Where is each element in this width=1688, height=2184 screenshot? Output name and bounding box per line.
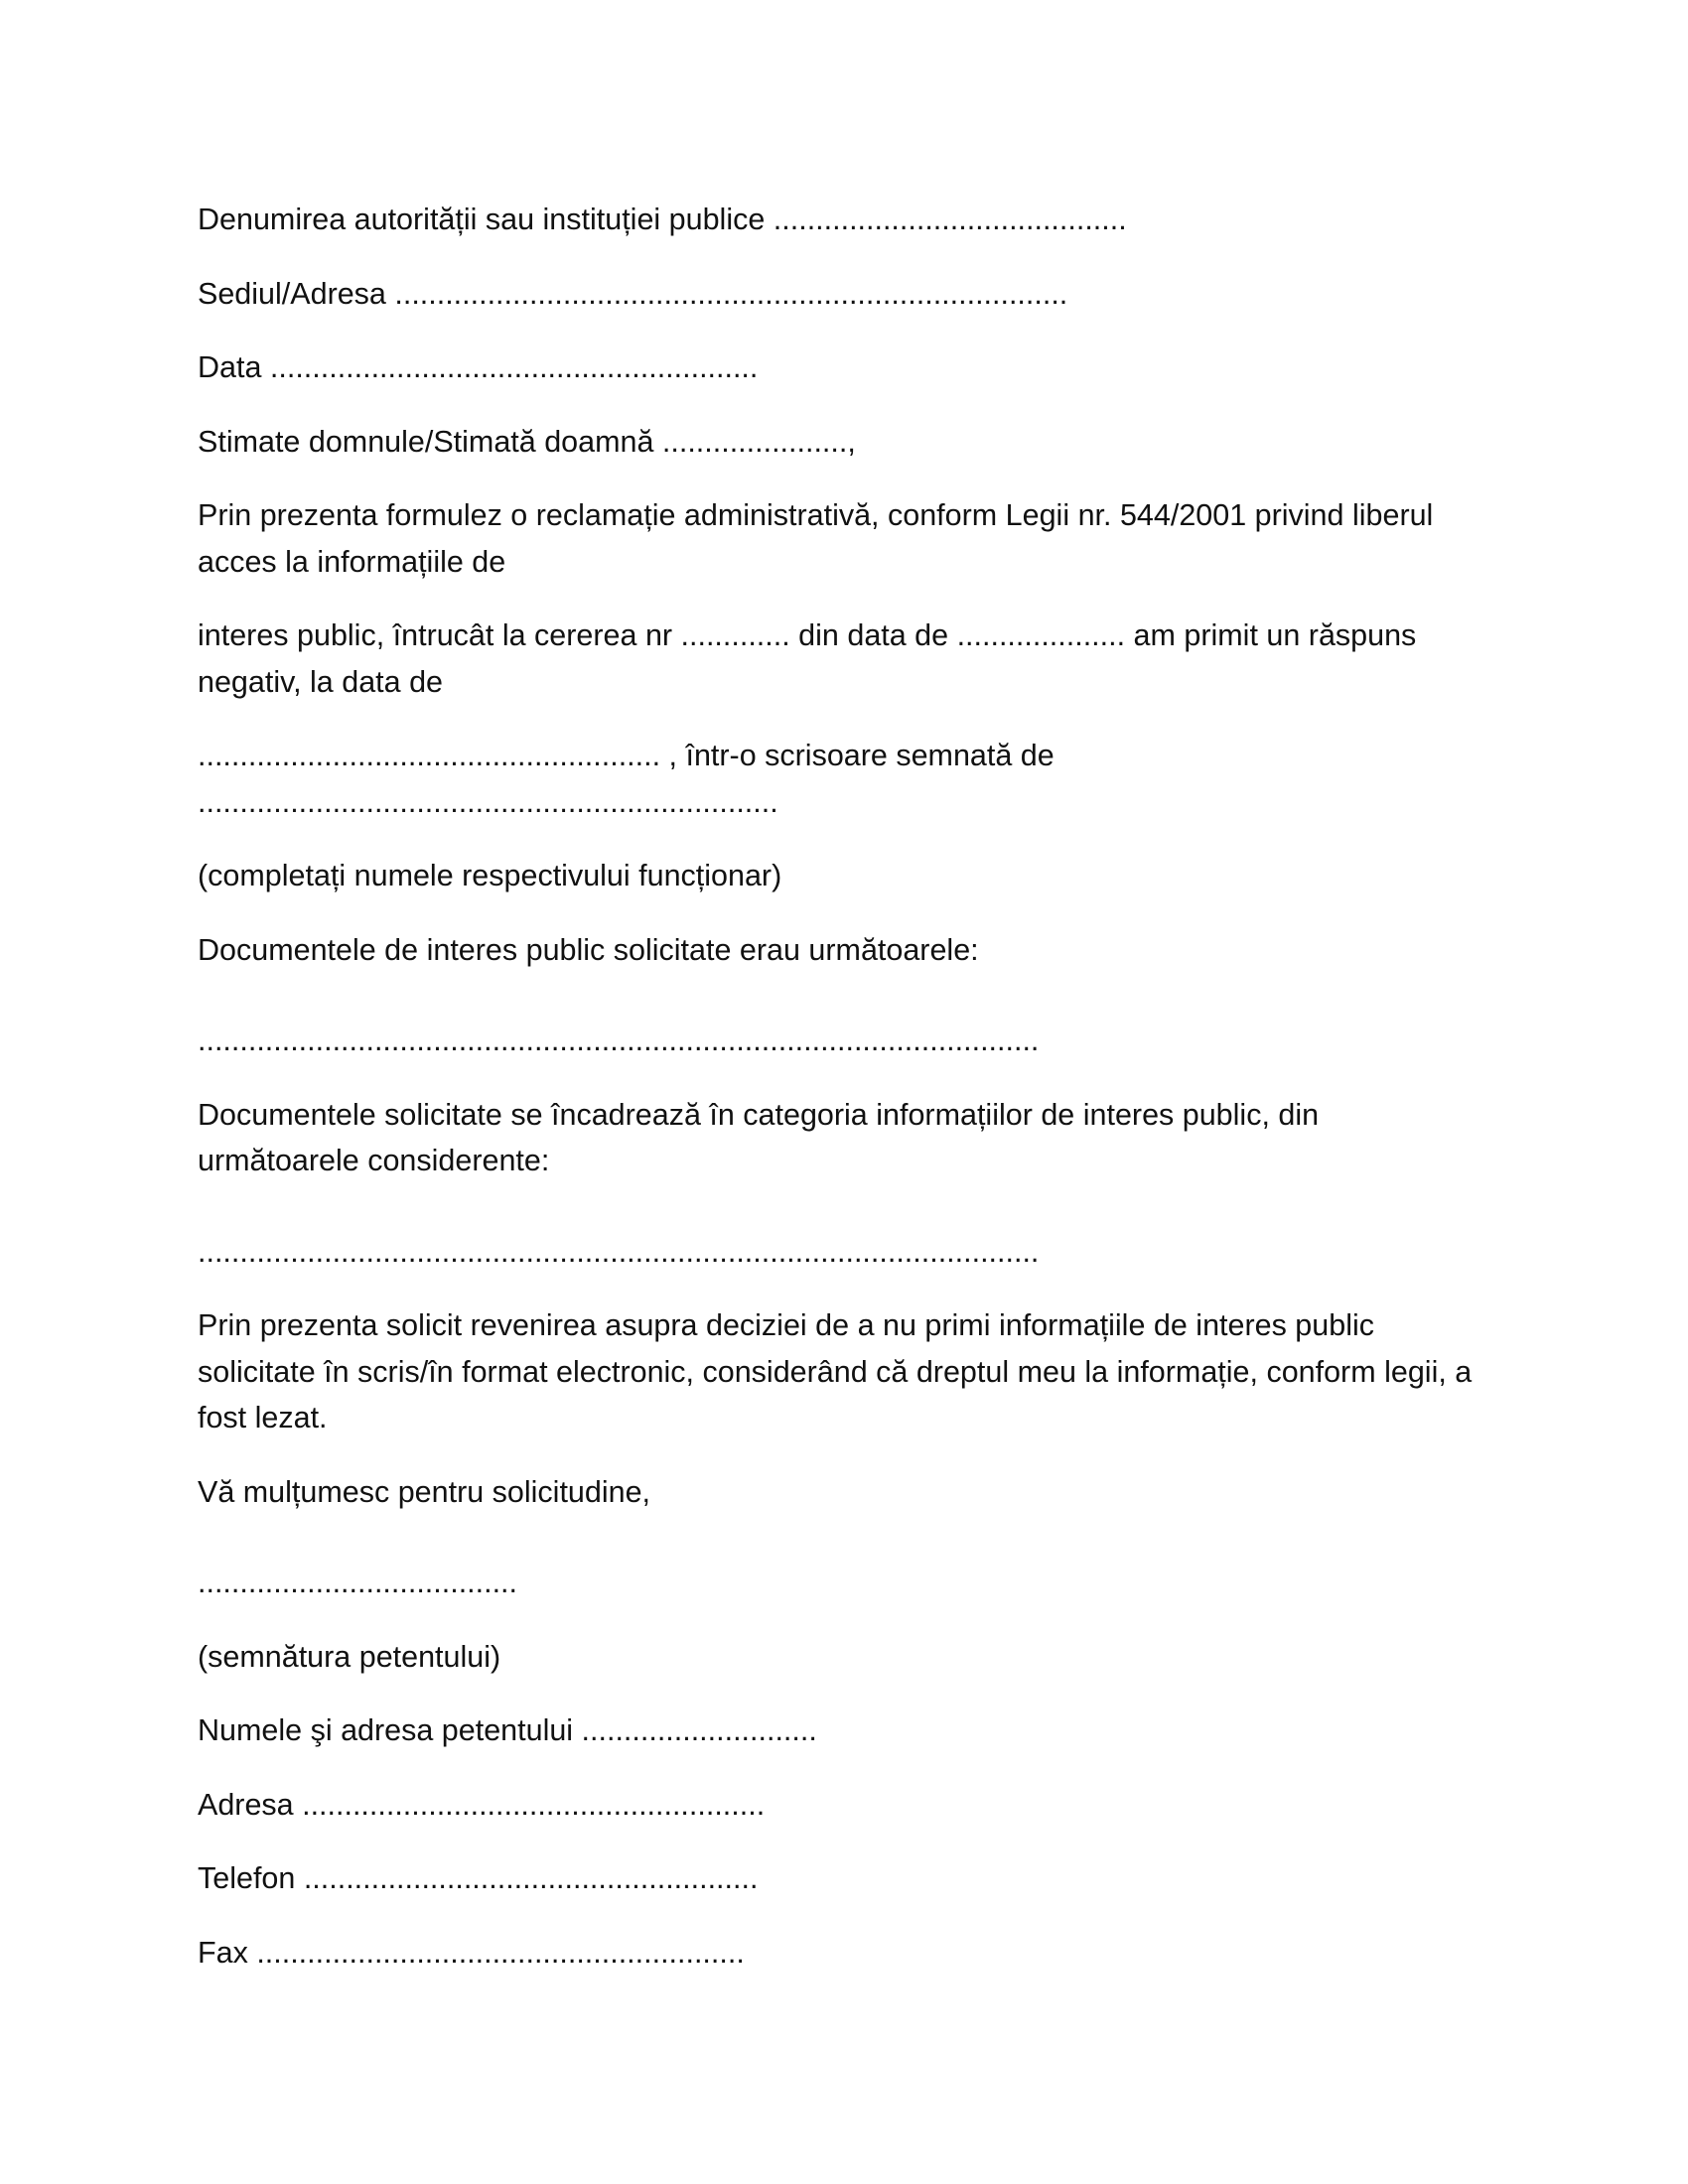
petitioner-name-line: Numele şi adresa petentului ............................ [198, 1713, 817, 1747]
requested-documents-dots: .................................................................................................... [198, 1024, 1040, 1057]
intro-paragraph-3: ....................................................... , într-o scrisoare semnată de ..................................................................... [198, 739, 1063, 819]
requested-documents-label: Documentele de interes public solicitate erau următoarele: [198, 932, 979, 967]
salutation-line: Stimate domnule/Stimată doamnă ......................, [198, 424, 856, 459]
thanks-line: Vă mulțumesc pentru solicitudine, [198, 1474, 651, 1509]
authority-line: Denumirea autorității sau instituției publice .......................................... [198, 203, 1127, 236]
official-name-hint: (completați numele respectivului funcționar) [198, 859, 782, 892]
petitioner-fax-line: Fax .......................................................... [198, 1935, 745, 1970]
intro-paragraph-2: interes public, întrucât la cererea nr ............. din data de .................... am primit un răspuns negativ, la data de [198, 618, 1425, 699]
petitioner-address-line: Adresa ....................................................... [198, 1787, 766, 1822]
request-paragraph: Prin prezenta solicit revenirea asupra deciziei de a nu primi informațiile de interes public solicitate în scris/în format electronic, considerând că dreptul meu la informație, conform legii, a fost lezat. [198, 1308, 1480, 1434]
signature-hint: (semnătura petentului) [198, 1639, 501, 1674]
classification-dots: .................................................................................................... [198, 1234, 1040, 1269]
date-line: Data .......................................................... [198, 350, 759, 384]
intro-paragraph-1: Prin prezenta formulez o reclamație administrativă, conform Legii nr. 544/2001 privind liberul acces la informațiile de [198, 498, 1442, 579]
petitioner-phone-line: Telefon ...................................................... [198, 1861, 759, 1895]
signature-dots: ...................................... [198, 1566, 518, 1599]
document-page [198, 197, 1488, 1976]
classification-paragraph: Documentele solicitate se încadrează în categoria informațiilor de interes public, din următoarele considerente: [198, 1097, 1328, 1177]
address-line: Sediul/Adresa ................................................................................ [198, 276, 1068, 311]
